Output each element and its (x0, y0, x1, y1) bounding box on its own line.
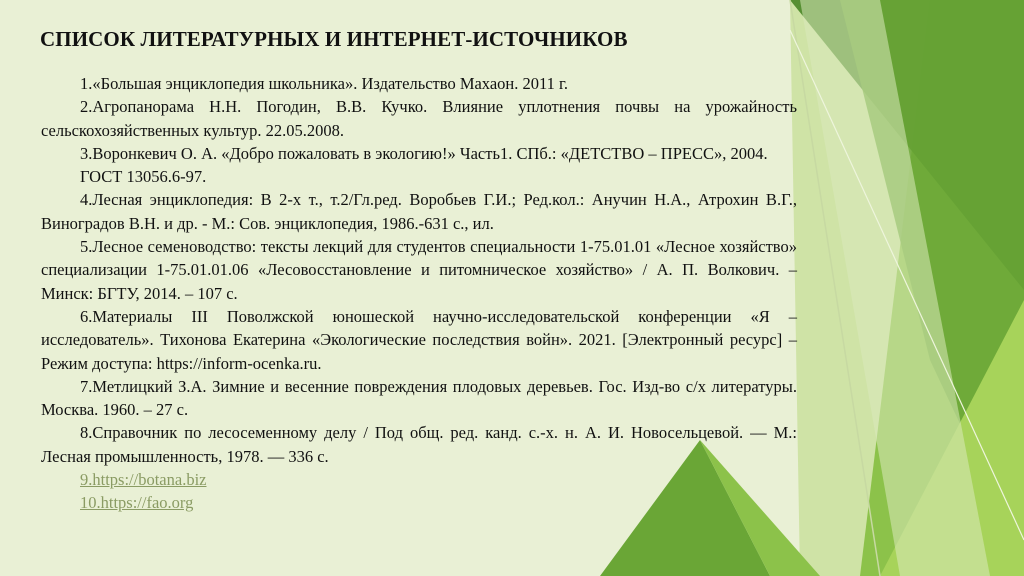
reference-item-6: 6.Материалы III Поволжской юношеской научно-исследовательской конференции «Я – исследователь». Тихонова Екатерина «Экологические последствия войн». 2021. [Электронный ресурс] – Режим доступа: https://inform-ocenka.ru. (41, 306, 797, 373)
reference-item-4: 4.Лесная энциклопедия: В 2-х т., т.2/Гл.ред. Воробьев Г.И.; Ред.кол.: Анучин Н.А., Атрохин В.Г., Виноградов В.Н. и др. - М.: Сов. энциклопедия, 1986.-631 с., ил. (41, 190, 797, 233)
reference-item-5: 5.Лесное семеноводство: тексты лекций для студентов специальности 1-75.01.01 «Лесное хозяйство» специализации 1-75.01.01.06 «Лесовосстановление и питомническое хозяйство» / А. П. Волкович. – Минск: БГТУ, 2014. – 107 с. (41, 237, 797, 303)
reference-item-1: 1.«Большая энциклопедия школьника». Издательство Махаон. 2011 г. (80, 74, 569, 93)
reference-link-9 (41, 468, 797, 491)
reference-item-3: 3.Воронкевич О. А. «Добро пожаловать в экологию!» Часть1. СПб.: «ДЕТСТВО – ПРЕСС», 2004. (80, 143, 768, 163)
reference-item-2: 2.Агропанорама Н.Н. Погодин, В.В. Кучко. Влияние уплотнения почвы на урожайность сельскохозяйственных культур. 22.05.2008. (41, 97, 797, 140)
slide-title: СПИСОК ЛИТЕРАТУРНЫХ И ИНТЕРНЕТ-ИСТОЧНИКОВ (40, 27, 628, 51)
reference-link-10 (41, 491, 797, 514)
reference-item-8: 8.Справочник по лесосеменному делу / Под общ. ред. канд. с.-х. н. А. И. Новосельцевой. — М.: Лесная промышленность, 1978. — 336 с. (41, 423, 797, 466)
reference-item-gost: ГОСТ 13056.6-97. (80, 167, 207, 187)
link-fao[interactable]: 10.https://fao.org (80, 493, 194, 513)
reference-list (41, 72, 797, 515)
reference-item-7: 7.Метлицкий З.А. Зимние и весенние повреждения плодовых деревьев. Гос. Изд-во с/х литературы. Москва. 1960. – 27 с. (41, 376, 797, 420)
link-botana[interactable]: 9.https://botana.biz (80, 470, 207, 490)
